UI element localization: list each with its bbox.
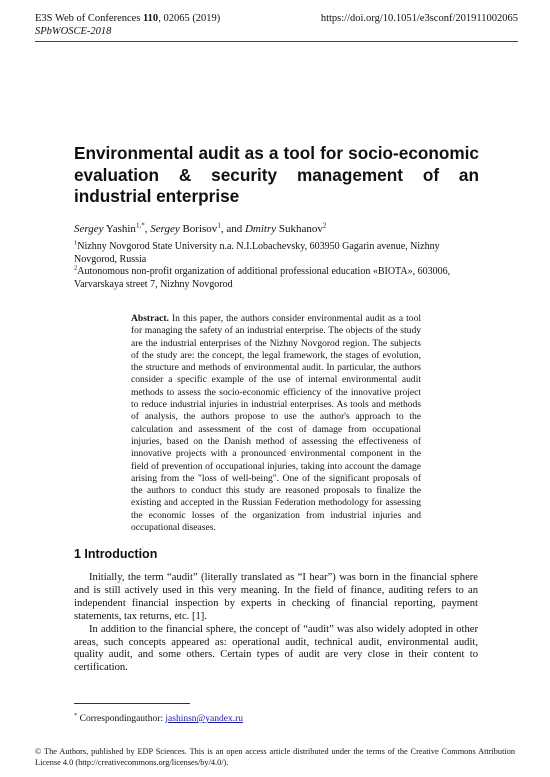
author-2-last: Borisov: [179, 223, 218, 235]
author-2-first: Sergey: [150, 223, 180, 235]
header-rule: [35, 41, 518, 42]
paper-title: Environmental audit as a tool for socio-economic evaluation & security management of an industrial enterprise: [74, 143, 479, 206]
journal-citation: E3S Web of Conferences 110, 02065 (2019): [35, 13, 221, 24]
doi-link[interactable]: https://doi.org/10.1051/e3sconf/201911002065: [320, 13, 518, 24]
section-body: [74, 572, 478, 675]
affiliation-1: $^1$Nizhny Novgorod State University n.a. N.I.Lobachevsky, 603950 Gagarin avenue, Nizhny Novgorod, Russia: [74, 239, 440, 265]
conference-name: SPbWOSCE-2018: [35, 26, 112, 37]
abstract: [131, 313, 421, 534]
author-3-last: Sukhanov: [276, 223, 323, 235]
affiliation-2: $^2$Autonomous non-profit organization of additional professional education «BIOTA», 603006, Varvarskaya street 7, Nizhny Novgorod: [74, 264, 451, 290]
affiliations: [74, 241, 474, 291]
abstract-text: In this paper, the authors consider environmental audit as a tool for managing the safety of an industrial enterprise. The objects of the study are the industrial enterprises of the Nizhny Novgorod region. The subjects of the study are: the concept, the legal framework, the stages of evolution, the structure and methods of environmental audit. In particular, the authors consider a specific example of the use of internal environmental audit methods to assess the socio-economic efficiency of the innovative project to reduce industrial injuries in industrial enterprises. As tools and methods of analysis, the authors propose to use the author's approach to the calculation and assessment of the cost of damage from occupational injuries, based on the Danish method of assessing the effectiveness of innovative projects with a pronounced environmental component in the field of prevention of occupational injuries, taking into account the damage arising from the "loss of well-being". One of the significant proposals of the authors to conduct this study are reasoned proposals to finalize the existing and accepted in the Russian Federation methodology for assessing the economic losses of the organization from industrial injuries and occupational diseases.: [131, 313, 421, 534]
footnote-rule: [74, 703, 190, 704]
volume-number: 110: [143, 13, 159, 24]
abstract-label: Abstract.: [131, 313, 169, 324]
author-1-last: Yashin: [103, 223, 136, 235]
paragraph: In addition to the financial sphere, the concept of “audit” was also widely adopted in other areas, such concepts appeared as: operational audit, technical audit, environmental audit, quality audit, and some others. Certain types of audit are very close in their content to certification.: [74, 623, 478, 674]
email-link[interactable]: jashinsn@yandex.ru: [165, 714, 244, 725]
paragraph: Initially, the term “audit” (literally translated as “I hear”) was born in the financial sphere and is still actively used in this very meaning. In the field of finance, auditing refers to an independent financial inspection by experts in checking of financial reporting, payment statements, tax returns, etc. [1].: [74, 572, 478, 622]
footnote: * Correspondingauthor: jashinsn@yandex.ru: [74, 712, 244, 725]
section-heading: 1 Introduction: [74, 547, 158, 561]
author-1-first: Sergey: [74, 223, 104, 235]
author-3-first: Dmitry: [244, 223, 277, 235]
running-header-left: [35, 12, 220, 38]
author-list: Sergey Yashin$^{1,*}$, Sergey Borisov$^1$, and Dmitry Sukhanov$^2$: [74, 221, 327, 235]
license-notice: © The Authors, published by EDP Sciences. This is an open access article distributed under the terms of the Creative Commons Attribution License 4.0 (http://creativecommons.org/licenses/by/4.0/).: [35, 747, 515, 767]
